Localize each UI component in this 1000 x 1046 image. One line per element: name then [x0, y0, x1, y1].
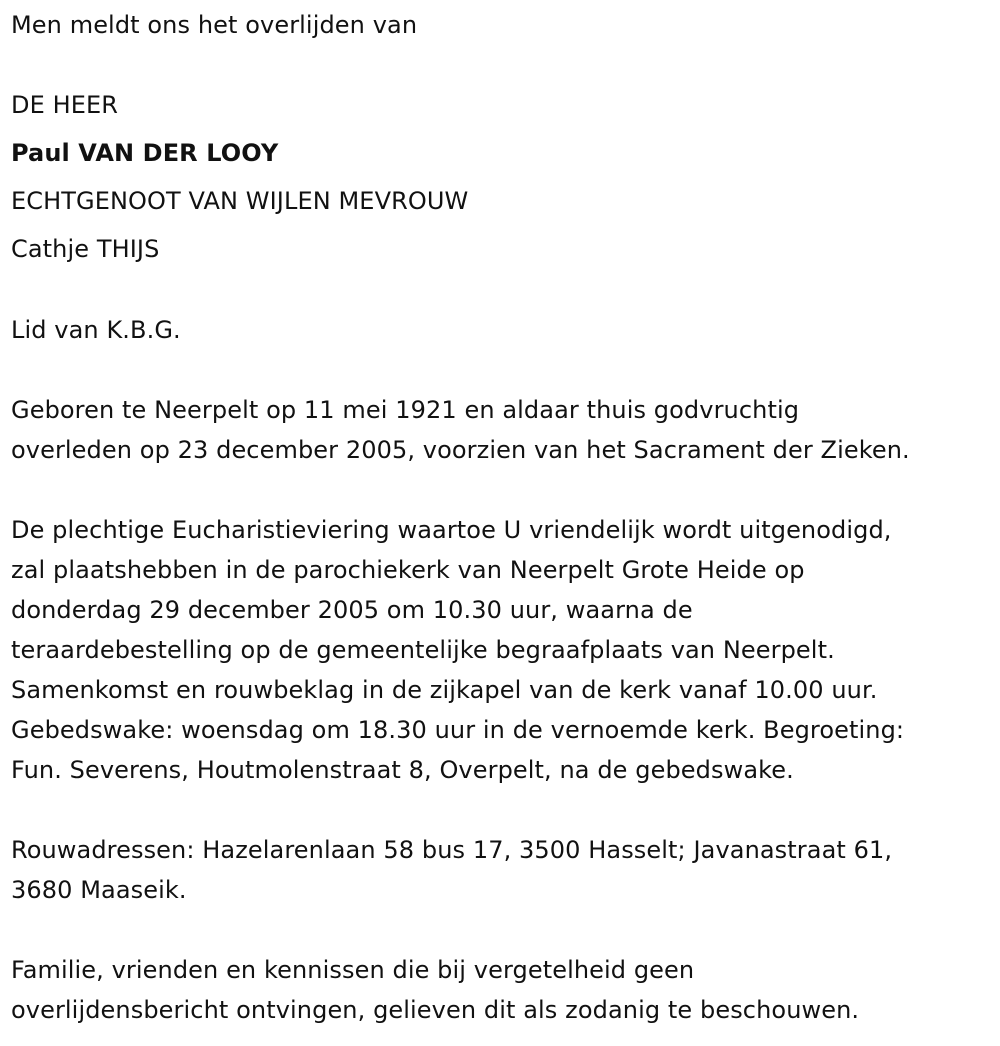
relation-text: ECHTGENOOT VAN WIJLEN MEVROUW — [11, 187, 469, 215]
title-text: DE HEER — [11, 91, 119, 119]
ceremony-line-3: donderdag 29 december 2005 om 10.30 uur, waarna de — [11, 596, 693, 624]
ceremony-line-2: zal plaatshebben in de parochiekerk van Neerpelt Grote Heide op — [11, 556, 805, 584]
closing-line-1: Familie, vrienden en kennissen die bij vergetelheid geen — [11, 956, 695, 984]
addresses-line-2: 3680 Maaseik. — [11, 876, 187, 904]
spouse-name: Cathje THIJS — [11, 235, 160, 263]
ceremony-line-4: teraardebestelling op de gemeentelijke begraafplaats van Neerpelt. — [11, 636, 835, 664]
deceased-name: Paul VAN DER LOOY — [11, 139, 279, 167]
ceremony-line-7: Fun. Severens, Houtmolenstraat 8, Overpelt, na de gebedswake. — [11, 756, 794, 784]
closing-line-2: overlijdensbericht ontvingen, gelieven dit als zodanig te beschouwen. — [11, 996, 860, 1024]
ceremony-line-5: Samenkomst en rouwbeklag in de zijkapel van de kerk vanaf 10.00 uur. — [11, 676, 878, 704]
ceremony-line-1: De plechtige Eucharistieviering waartoe U vriendelijk wordt uitgenodigd, — [11, 516, 892, 544]
membership-text: Lid van K.B.G. — [11, 316, 181, 344]
addresses-line-1: Rouwadressen: Hazelarenlaan 58 bus 17, 3500 Hasselt; Javanastraat 61, — [11, 836, 893, 864]
ceremony-line-6: Gebedswake: woensdag om 18.30 uur in de vernoemde kerk. Begroeting: — [11, 716, 905, 744]
birth-death-line-2: overleden op 23 december 2005, voorzien van het Sacrament der Zieken. — [11, 436, 910, 464]
birth-death-line-1: Geboren te Neerpelt op 11 mei 1921 en aldaar thuis godvruchtig — [11, 396, 800, 424]
intro-text: Men meldt ons het overlijden van — [11, 11, 418, 39]
